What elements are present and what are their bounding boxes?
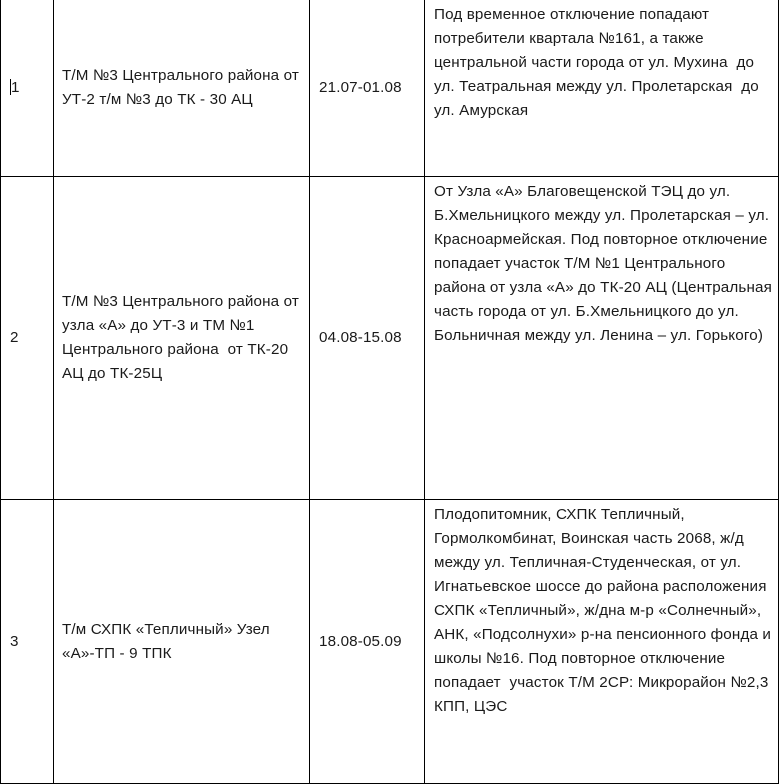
pipeline-section: Т/М №3 Центрального района от узла «А» до УТ-3 и ТМ №1 Центрального района от ТК-20 АЦ до ТК-25Ц <box>62 293 304 382</box>
row-number-cell[interactable] <box>1 500 54 784</box>
date-range: 04.08-15.08 <box>319 329 402 346</box>
affected-area: Под временное отключение попадают потребители квартала №161, а также центральной части города от ул. Мухина до ул. Театральная между ул. Пролетарская до ул. Амурская <box>434 6 764 119</box>
row-number: 1 <box>11 79 20 96</box>
row-number-cell[interactable] <box>1 0 54 177</box>
table-row <box>1 0 779 177</box>
affected-area: Плодопитомник, СХПК Тепличный, Гормолкомбинат, Воинская часть 2068, ж/д между ул. Тепличная-Студенческая, от ул. Игнатьевское шоссе до района расположения СХПК «Тепличный», ж/дна м-р «Солнечный», АНК, «Подсолнухи» р-на пенсионного фонда и школы №16. Под повторное отключение попадает участок Т/М 2СР: Микрорайон №2,3 КПП, ЦЭС <box>434 506 776 715</box>
date-range: 21.07-01.08 <box>319 79 402 96</box>
pipeline-section-cell[interactable] <box>54 0 310 177</box>
affected-area-cell[interactable] <box>425 177 779 500</box>
date-range-cell[interactable] <box>310 500 425 784</box>
date-range: 18.08-05.09 <box>319 632 402 650</box>
affected-area-cell[interactable] <box>425 500 779 784</box>
date-range-cell[interactable] <box>310 177 425 500</box>
date-range-cell[interactable] <box>310 0 425 177</box>
table-row <box>1 500 779 784</box>
row-number: 2 <box>10 329 19 346</box>
pipeline-section-cell[interactable] <box>54 177 310 500</box>
pipeline-section: Т/м СХПК «Тепличный» Узел «А»-ТП - 9 ТПК <box>62 620 275 662</box>
row-number-cell[interactable] <box>1 177 54 500</box>
pipeline-section-cell[interactable] <box>54 500 310 784</box>
affected-area: От Узла «А» Благовещенской ТЭЦ до ул. Б.Хмельницкого между ул. Пролетарская – ул. Красноармейская. Под повторное отключение попадает участок Т/М №1 Центрального района от узла «А» до ТК-20 АЦ (Центральная часть города от ул. Б.Хмельницкого до ул. Больничная между ул. Ленина – ул. Горького) <box>434 183 777 344</box>
row-number: 3 <box>10 632 19 650</box>
affected-area-cell[interactable] <box>425 0 779 177</box>
pipeline-section: Т/М №3 Центрального района от УТ-2 т/м №3 до ТК - 30 АЦ <box>62 67 304 108</box>
table-row <box>1 177 779 500</box>
